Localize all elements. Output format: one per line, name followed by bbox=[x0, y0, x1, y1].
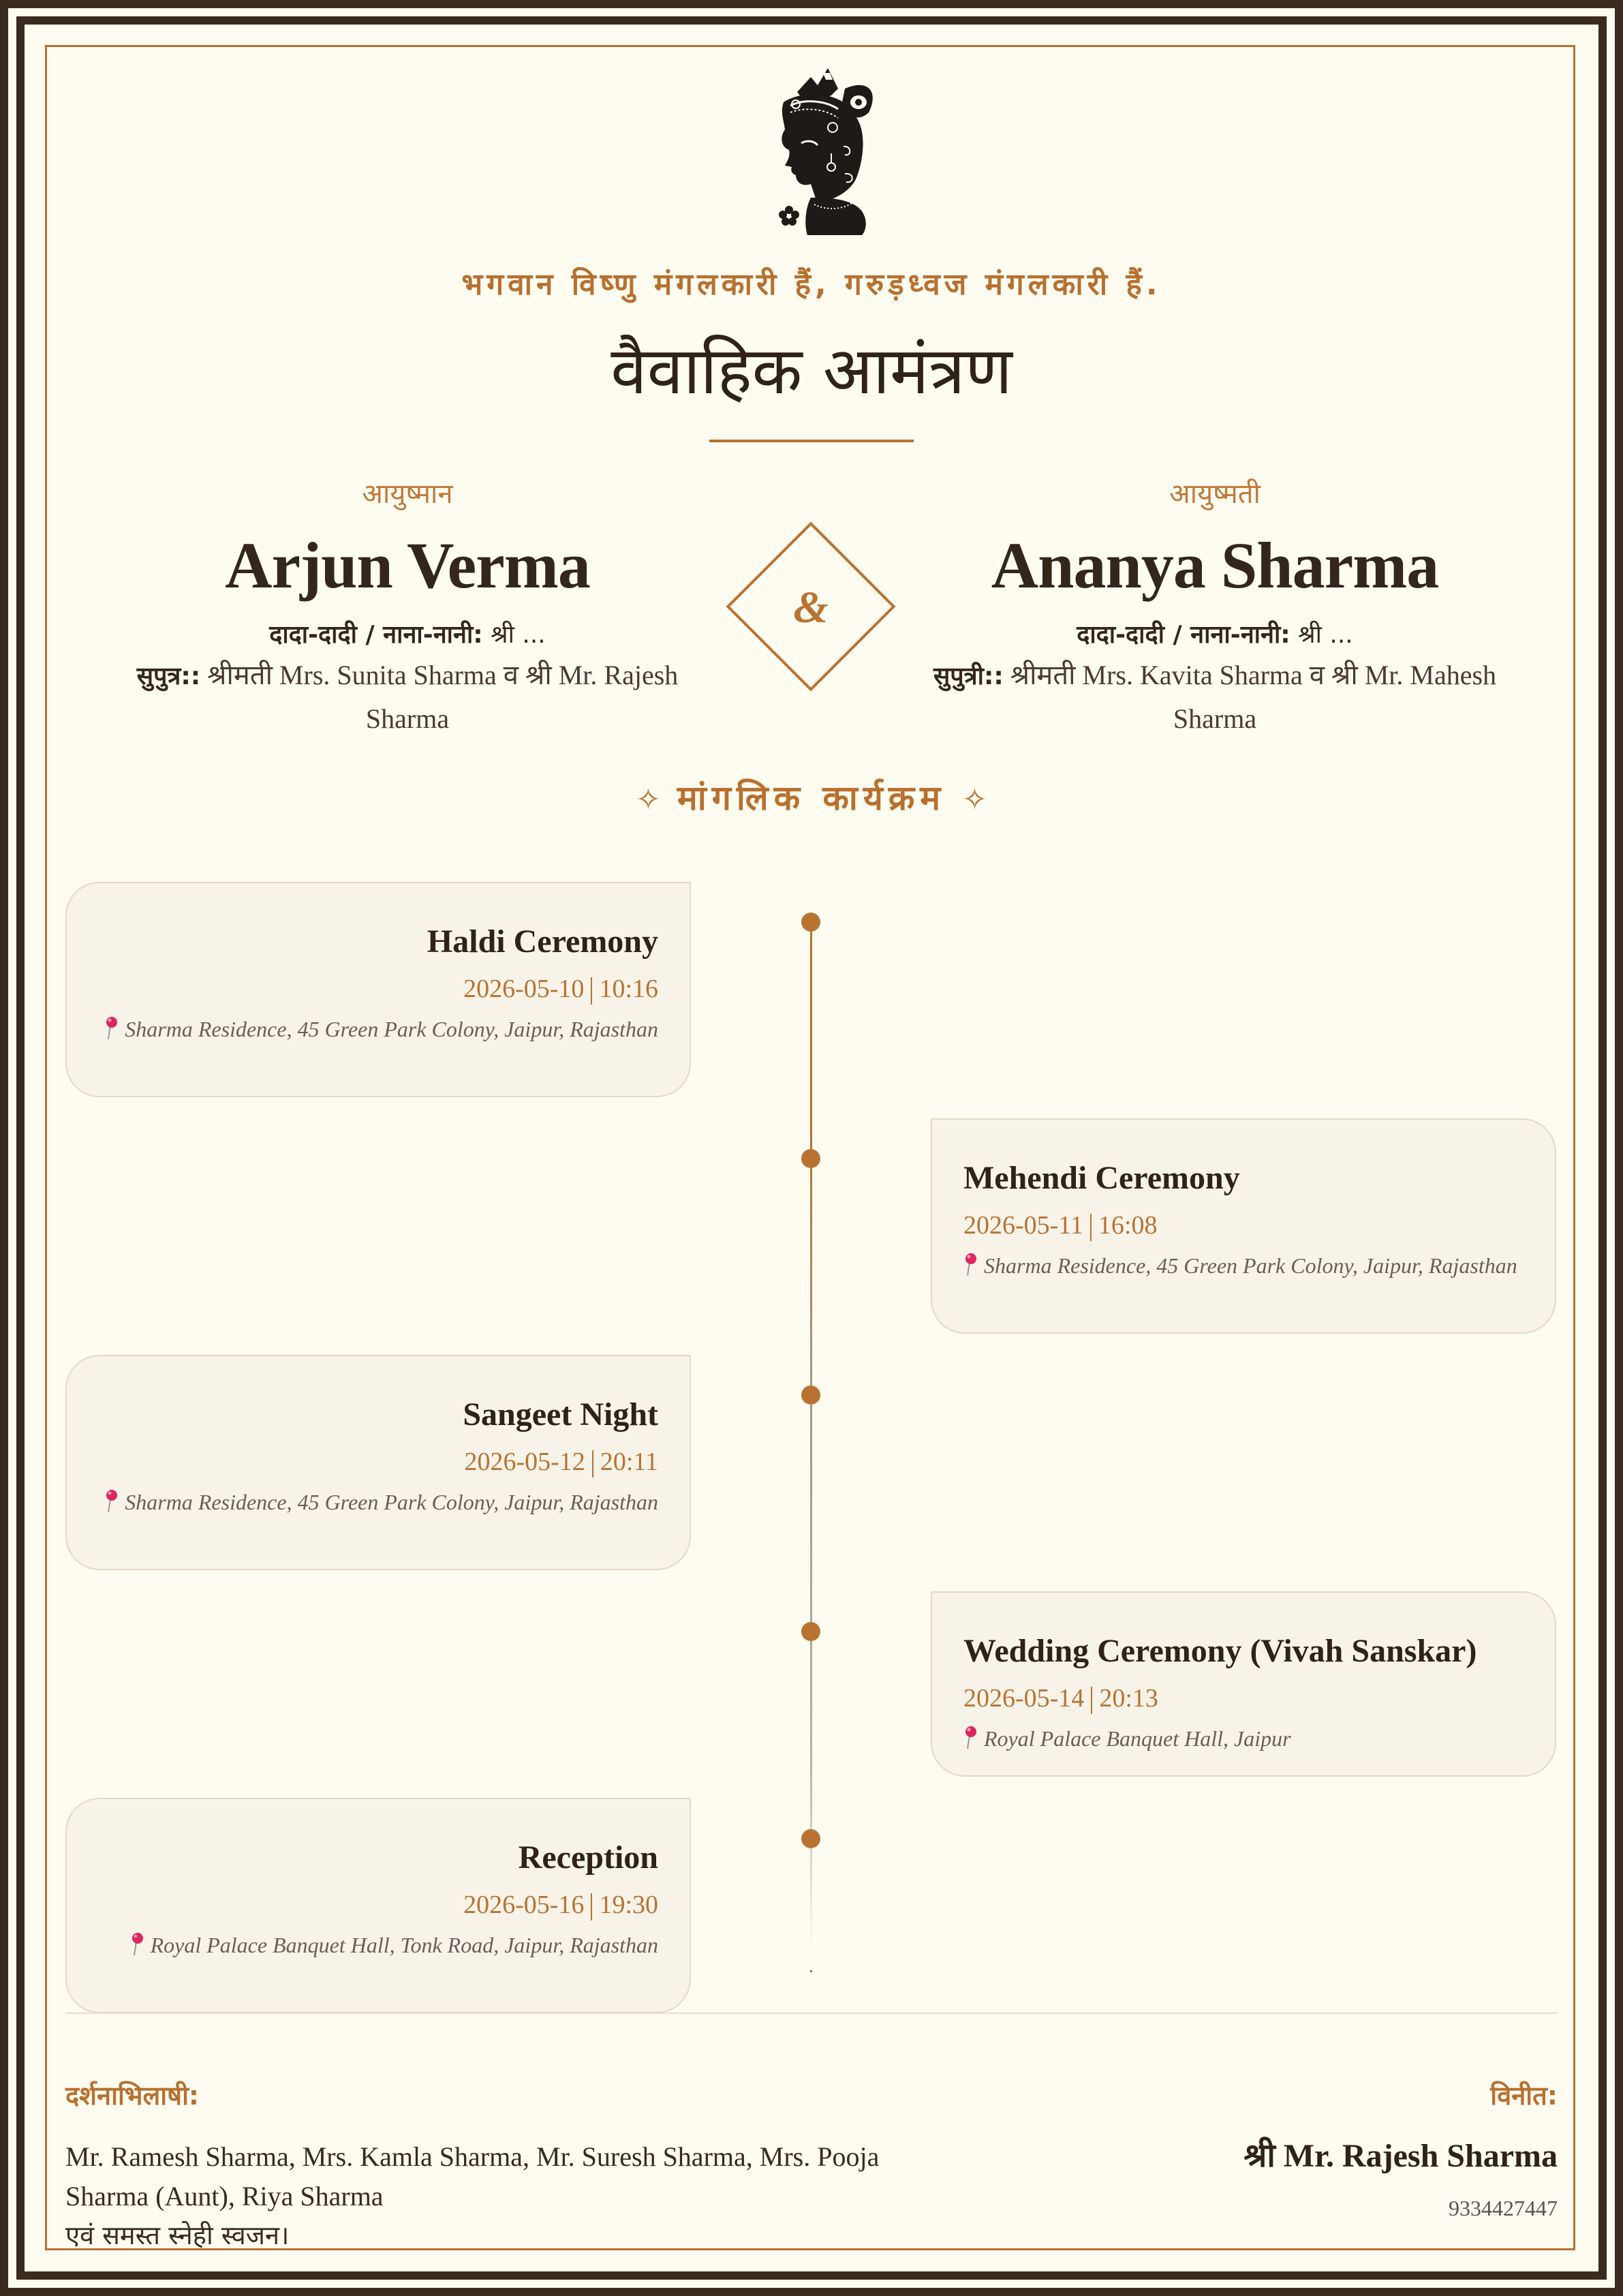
map-pin-icon bbox=[130, 1932, 144, 1957]
event-date: 2026-05-11 bbox=[963, 1211, 1083, 1240]
bride-grandparents bbox=[908, 616, 1521, 654]
bride-parents bbox=[908, 654, 1521, 740]
event-card-sangeet bbox=[65, 1355, 691, 1570]
host-name: श्री Mr. Rajesh Sharma bbox=[1243, 2138, 1558, 2174]
host-phone[interactable]: 9334427447 bbox=[1449, 2196, 1558, 2220]
map-pin-icon bbox=[104, 1016, 118, 1041]
event-datetime bbox=[963, 1679, 1524, 1718]
event-venue-text: Sharma Residence, 45 Green Park Colony, Jaipur, Rajasthan bbox=[125, 1017, 658, 1041]
event-venue-text: Sharma Residence, 45 Green Park Colony, Jaipur, Rajasthan bbox=[984, 1253, 1517, 1278]
events-section-title bbox=[0, 774, 1623, 820]
event-datetime bbox=[98, 969, 658, 1009]
event-card-haldi bbox=[65, 882, 691, 1097]
bride-parents-value: श्रीमती Mrs. Kavita Sharma व श्री Mr. Mahesh Sharma bbox=[1003, 660, 1497, 734]
event-date: 2026-05-10 bbox=[463, 975, 585, 1003]
event-venue-text: Royal Palace Banquet Hall, Jaipur bbox=[984, 1726, 1291, 1751]
event-time: 19:30 bbox=[599, 1891, 658, 1919]
guests-block bbox=[65, 2072, 883, 2254]
event-venue bbox=[98, 1930, 658, 1960]
event-time: 20:13 bbox=[1099, 1684, 1158, 1713]
datetime-divider bbox=[1090, 1214, 1092, 1241]
krishna-portrait-icon bbox=[743, 65, 886, 235]
bride-honorific: आयुष्मती bbox=[1169, 478, 1261, 510]
event-date: 2026-05-16 bbox=[463, 1891, 585, 1919]
timeline-dot bbox=[801, 1829, 820, 1848]
timeline-dot bbox=[801, 913, 820, 932]
event-title: Haldi Ceremony bbox=[427, 923, 658, 960]
host-block bbox=[1013, 2072, 1558, 2229]
bride-relation-label: सुपुत्री:: bbox=[933, 662, 1004, 690]
event-time: 16:08 bbox=[1098, 1211, 1158, 1240]
event-datetime bbox=[98, 1885, 658, 1925]
timeline-dot bbox=[801, 1622, 820, 1641]
event-title: Mehendi Ceremony bbox=[963, 1160, 1240, 1196]
event-date: 2026-05-12 bbox=[464, 1448, 585, 1476]
bride-name: Ananya Sharma bbox=[991, 529, 1439, 602]
event-card-reception bbox=[65, 1798, 691, 2013]
bride-grandparents-label: दादा-दादी / नाना-नानी: bbox=[1077, 621, 1290, 649]
bride-block bbox=[908, 470, 1521, 740]
bride-grandparents-value: श्री ... bbox=[1290, 621, 1353, 649]
event-venue bbox=[98, 1487, 658, 1517]
map-pin-icon bbox=[104, 1489, 118, 1514]
blessing-text: भगवान विष्णु मंगलकारी हैं, गरुड़ध्वज मंगलकारी हैं. bbox=[461, 267, 1162, 302]
event-venue bbox=[963, 1724, 1524, 1754]
host-label: विनीत: bbox=[1490, 2081, 1558, 2111]
event-title: Reception bbox=[518, 1839, 658, 1876]
page-title: वैवाहिक आमंत्रण bbox=[610, 333, 1013, 409]
guests-list: Mr. Ramesh Sharma, Mrs. Kamla Sharma, Mr. Suresh Sharma, Mrs. Pooja Sharma (Aunt), Riya Sharma bbox=[65, 2141, 880, 2211]
event-card-wedding bbox=[931, 1591, 1556, 1777]
groom-grandparents-label: दादा-दादी / नाना-नानी: bbox=[269, 621, 483, 649]
event-title: Sangeet Night bbox=[463, 1396, 658, 1433]
groom-parents-value: श्रीमती Mrs. Sunita Sharma व श्री Mr. Rajesh Sharma bbox=[200, 660, 679, 734]
groom-block bbox=[101, 470, 714, 740]
star-icon: ✧ bbox=[962, 782, 988, 817]
groom-name: Arjun Verma bbox=[225, 529, 590, 602]
event-datetime bbox=[963, 1206, 1524, 1245]
map-pin-icon bbox=[963, 1253, 977, 1277]
groom-honorific: आयुष्मान bbox=[362, 478, 453, 510]
footer-divider bbox=[65, 2012, 1558, 2014]
timeline-line bbox=[810, 921, 812, 1971]
ampersand-symbol: & bbox=[793, 583, 829, 632]
timeline-dot bbox=[801, 1386, 820, 1405]
guests-label: दर्शनाभिलाषी: bbox=[65, 2081, 200, 2111]
event-venue bbox=[98, 1014, 658, 1044]
datetime-divider bbox=[591, 977, 592, 1005]
event-time: 20:11 bbox=[600, 1448, 658, 1476]
star-icon: ✧ bbox=[635, 782, 661, 817]
groom-grandparents bbox=[101, 616, 714, 654]
timeline-dot bbox=[801, 1149, 820, 1168]
timeline-end-dot bbox=[810, 1970, 812, 1972]
datetime-divider bbox=[591, 1893, 592, 1920]
groom-parents bbox=[101, 654, 714, 740]
event-datetime bbox=[98, 1442, 658, 1482]
groom-grandparents-value: श्री ... bbox=[482, 621, 546, 649]
title-divider bbox=[709, 440, 914, 442]
guests-closing: एवं समस्त स्नेही स्वजन। bbox=[65, 2220, 290, 2250]
event-time: 10:16 bbox=[599, 975, 658, 1003]
event-venue-text: Sharma Residence, 45 Green Park Colony, Jaipur, Rajasthan bbox=[125, 1490, 658, 1514]
groom-relation-label: सुपुत्र:: bbox=[136, 662, 201, 690]
datetime-divider bbox=[1091, 1687, 1092, 1714]
events-title-text: मांगलिक कार्यक्रम bbox=[677, 778, 946, 818]
event-venue-text: Royal Palace Banquet Hall, Tonk Road, Jaipur, Rajasthan bbox=[150, 1933, 658, 1957]
datetime-divider bbox=[592, 1450, 593, 1478]
map-pin-icon bbox=[963, 1726, 977, 1750]
event-card-mehendi bbox=[931, 1118, 1556, 1334]
event-date: 2026-05-14 bbox=[963, 1684, 1085, 1713]
event-venue bbox=[963, 1251, 1524, 1281]
event-title: Wedding Ceremony (Vivah Sanskar) bbox=[963, 1633, 1477, 1669]
